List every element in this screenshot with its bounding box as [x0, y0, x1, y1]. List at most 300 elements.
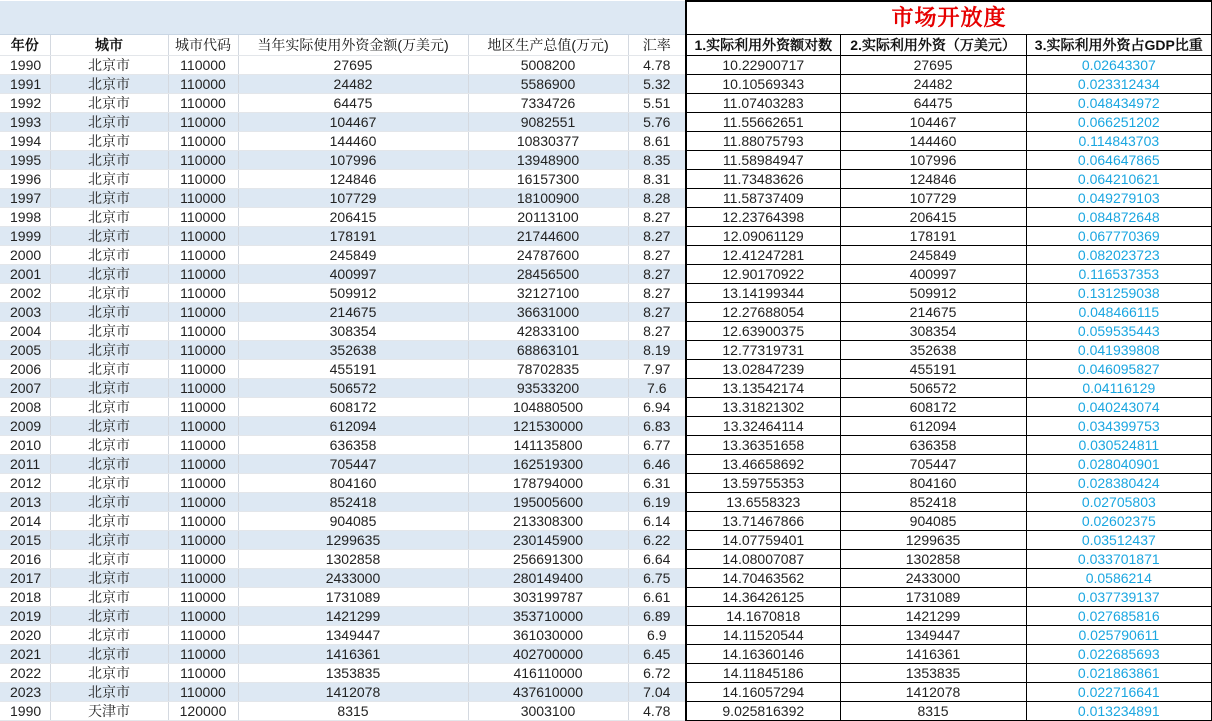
cell-gdp[interactable]: 213308300 [468, 512, 628, 531]
cell-city[interactable]: 北京市 [50, 151, 168, 170]
cell-fdi-usd[interactable]: 124846 [840, 170, 1026, 189]
cell-year[interactable]: 2015 [0, 531, 50, 550]
cell-fdi-amount[interactable]: 705447 [238, 455, 468, 474]
cell-year[interactable]: 1996 [0, 170, 50, 189]
cell-fdi-amount[interactable]: 27695 [238, 56, 468, 75]
cell-fdi-usd[interactable]: 1349447 [840, 626, 1026, 645]
cell-year[interactable]: 2008 [0, 398, 50, 417]
cell-exchange-rate[interactable]: 6.94 [628, 398, 686, 417]
cell-fdi-gdp-ratio[interactable]: 0.02643307 [1026, 56, 1212, 75]
cell-fdi-usd[interactable]: 852418 [840, 493, 1026, 512]
cell-fdi-usd[interactable]: 1412078 [840, 683, 1026, 702]
cell-gdp[interactable]: 121530000 [468, 417, 628, 436]
cell-fdi-amount[interactable]: 107729 [238, 189, 468, 208]
cell-exchange-rate[interactable]: 4.78 [628, 702, 686, 721]
cell-fdi-amount[interactable]: 804160 [238, 474, 468, 493]
cell-fdi-usd[interactable]: 455191 [840, 360, 1026, 379]
cell-exchange-rate[interactable]: 8.19 [628, 341, 686, 360]
cell-year[interactable]: 1993 [0, 113, 50, 132]
cell-fdi-amount[interactable]: 64475 [238, 94, 468, 113]
cell-gdp[interactable]: 280149400 [468, 569, 628, 588]
cell-year[interactable]: 2002 [0, 284, 50, 303]
cell-city[interactable]: 北京市 [50, 474, 168, 493]
cell-exchange-rate[interactable]: 6.72 [628, 664, 686, 683]
cell-fdi-amount[interactable]: 178191 [238, 227, 468, 246]
cell-gdp[interactable]: 20113100 [468, 208, 628, 227]
cell-fdi-log[interactable]: 14.07759401 [686, 531, 840, 550]
header-city-code[interactable]: 城市代码 [168, 35, 238, 56]
cell-fdi-log[interactable]: 9.025816392 [686, 702, 840, 721]
cell-fdi-amount[interactable]: 124846 [238, 170, 468, 189]
cell-fdi-gdp-ratio[interactable]: 0.082023723 [1026, 246, 1212, 265]
cell-fdi-usd[interactable]: 612094 [840, 417, 1026, 436]
cell-gdp[interactable]: 5586900 [468, 75, 628, 94]
cell-gdp[interactable]: 9082551 [468, 113, 628, 132]
cell-city-code[interactable]: 110000 [168, 436, 238, 455]
cell-city-code[interactable]: 110000 [168, 265, 238, 284]
cell-gdp[interactable]: 24787600 [468, 246, 628, 265]
cell-exchange-rate[interactable]: 6.45 [628, 645, 686, 664]
cell-gdp[interactable]: 178794000 [468, 474, 628, 493]
cell-fdi-log[interactable]: 13.46658692 [686, 455, 840, 474]
cell-gdp[interactable]: 16157300 [468, 170, 628, 189]
cell-gdp[interactable]: 361030000 [468, 626, 628, 645]
cell-fdi-usd[interactable]: 308354 [840, 322, 1026, 341]
cell-fdi-amount[interactable]: 852418 [238, 493, 468, 512]
cell-fdi-amount[interactable]: 612094 [238, 417, 468, 436]
cell-gdp[interactable]: 10830377 [468, 132, 628, 151]
cell-fdi-amount[interactable]: 1421299 [238, 607, 468, 626]
cell-year[interactable]: 1990 [0, 56, 50, 75]
cell-city-code[interactable]: 110000 [168, 398, 238, 417]
cell-fdi-gdp-ratio[interactable]: 0.022685693 [1026, 645, 1212, 664]
cell-fdi-gdp-ratio[interactable]: 0.04116129 [1026, 379, 1212, 398]
cell-exchange-rate[interactable]: 7.6 [628, 379, 686, 398]
cell-city-code[interactable]: 110000 [168, 227, 238, 246]
cell-fdi-log[interactable]: 14.16360146 [686, 645, 840, 664]
header-year[interactable]: 年份 [0, 35, 50, 56]
cell-fdi-amount[interactable]: 352638 [238, 341, 468, 360]
cell-exchange-rate[interactable]: 6.61 [628, 588, 686, 607]
cell-fdi-usd[interactable]: 2433000 [840, 569, 1026, 588]
cell-fdi-gdp-ratio[interactable]: 0.013234891 [1026, 702, 1212, 721]
cell-city[interactable]: 北京市 [50, 664, 168, 683]
cell-fdi-gdp-ratio[interactable]: 0.02705803 [1026, 493, 1212, 512]
cell-fdi-gdp-ratio[interactable]: 0.046095827 [1026, 360, 1212, 379]
cell-fdi-amount[interactable]: 506572 [238, 379, 468, 398]
cell-gdp[interactable]: 93533200 [468, 379, 628, 398]
cell-city-code[interactable]: 110000 [168, 246, 238, 265]
cell-city-code[interactable]: 110000 [168, 379, 238, 398]
cell-fdi-usd[interactable]: 107729 [840, 189, 1026, 208]
cell-fdi-usd[interactable]: 400997 [840, 265, 1026, 284]
cell-fdi-log[interactable]: 14.36426125 [686, 588, 840, 607]
cell-year[interactable]: 2005 [0, 341, 50, 360]
cell-city-code[interactable]: 110000 [168, 303, 238, 322]
cell-city-code[interactable]: 110000 [168, 569, 238, 588]
cell-year[interactable]: 1992 [0, 94, 50, 113]
cell-city-code[interactable]: 110000 [168, 417, 238, 436]
cell-city[interactable]: 北京市 [50, 379, 168, 398]
cell-fdi-gdp-ratio[interactable]: 0.041939808 [1026, 341, 1212, 360]
cell-city-code[interactable]: 110000 [168, 132, 238, 151]
cell-fdi-usd[interactable]: 1299635 [840, 531, 1026, 550]
cell-fdi-log[interactable]: 11.07403283 [686, 94, 840, 113]
cell-fdi-gdp-ratio[interactable]: 0.02602375 [1026, 512, 1212, 531]
cell-city[interactable]: 北京市 [50, 170, 168, 189]
cell-fdi-usd[interactable]: 8315 [840, 702, 1026, 721]
cell-year[interactable]: 2014 [0, 512, 50, 531]
cell-exchange-rate[interactable]: 8.27 [628, 246, 686, 265]
cell-exchange-rate[interactable]: 6.89 [628, 607, 686, 626]
cell-exchange-rate[interactable]: 6.46 [628, 455, 686, 474]
cell-fdi-usd[interactable]: 705447 [840, 455, 1026, 474]
cell-fdi-log[interactable]: 14.16057294 [686, 683, 840, 702]
cell-fdi-gdp-ratio[interactable]: 0.021863861 [1026, 664, 1212, 683]
cell-fdi-usd[interactable]: 904085 [840, 512, 1026, 531]
cell-city[interactable]: 北京市 [50, 645, 168, 664]
cell-city[interactable]: 北京市 [50, 341, 168, 360]
cell-fdi-amount[interactable]: 1353835 [238, 664, 468, 683]
cell-year[interactable]: 2012 [0, 474, 50, 493]
cell-fdi-usd[interactable]: 506572 [840, 379, 1026, 398]
cell-exchange-rate[interactable]: 5.51 [628, 94, 686, 113]
cell-fdi-log[interactable]: 13.71467866 [686, 512, 840, 531]
cell-fdi-log[interactable]: 12.77319731 [686, 341, 840, 360]
cell-gdp[interactable]: 437610000 [468, 683, 628, 702]
cell-fdi-gdp-ratio[interactable]: 0.049279103 [1026, 189, 1212, 208]
cell-city-code[interactable]: 110000 [168, 607, 238, 626]
cell-year[interactable]: 2007 [0, 379, 50, 398]
title-row-blank-cell[interactable] [0, 1, 686, 35]
cell-year[interactable]: 1994 [0, 132, 50, 151]
header-fdi-amount[interactable]: 当年实际使用外资金额(万美元) [238, 35, 468, 56]
cell-fdi-usd[interactable]: 352638 [840, 341, 1026, 360]
cell-exchange-rate[interactable]: 7.04 [628, 683, 686, 702]
cell-city-code[interactable]: 110000 [168, 170, 238, 189]
cell-fdi-amount[interactable]: 104467 [238, 113, 468, 132]
header-gdp[interactable]: 地区生产总值(万元) [468, 35, 628, 56]
cell-gdp[interactable]: 256691300 [468, 550, 628, 569]
cell-gdp[interactable]: 42833100 [468, 322, 628, 341]
cell-year[interactable]: 2000 [0, 246, 50, 265]
cell-exchange-rate[interactable]: 6.22 [628, 531, 686, 550]
cell-city[interactable]: 北京市 [50, 626, 168, 645]
cell-fdi-gdp-ratio[interactable]: 0.064210621 [1026, 170, 1212, 189]
cell-year[interactable]: 2013 [0, 493, 50, 512]
cell-fdi-gdp-ratio[interactable]: 0.084872648 [1026, 208, 1212, 227]
cell-fdi-log[interactable]: 14.11520544 [686, 626, 840, 645]
cell-fdi-amount[interactable]: 608172 [238, 398, 468, 417]
cell-exchange-rate[interactable]: 8.27 [628, 322, 686, 341]
cell-fdi-gdp-ratio[interactable]: 0.116537353 [1026, 265, 1212, 284]
cell-city-code[interactable]: 110000 [168, 56, 238, 75]
cell-city-code[interactable]: 110000 [168, 645, 238, 664]
cell-fdi-usd[interactable]: 1302858 [840, 550, 1026, 569]
cell-fdi-amount[interactable]: 24482 [238, 75, 468, 94]
cell-fdi-usd[interactable]: 1731089 [840, 588, 1026, 607]
cell-fdi-gdp-ratio[interactable]: 0.064647865 [1026, 151, 1212, 170]
cell-year[interactable]: 2018 [0, 588, 50, 607]
cell-fdi-log[interactable]: 13.31821302 [686, 398, 840, 417]
cell-city-code[interactable]: 110000 [168, 683, 238, 702]
cell-fdi-log[interactable]: 11.73483626 [686, 170, 840, 189]
cell-fdi-amount[interactable]: 636358 [238, 436, 468, 455]
cell-city[interactable]: 北京市 [50, 94, 168, 113]
cell-city[interactable]: 北京市 [50, 265, 168, 284]
cell-year[interactable]: 1998 [0, 208, 50, 227]
cell-fdi-log[interactable]: 11.55662651 [686, 113, 840, 132]
cell-fdi-amount[interactable]: 400997 [238, 265, 468, 284]
cell-year[interactable]: 2009 [0, 417, 50, 436]
cell-fdi-amount[interactable]: 206415 [238, 208, 468, 227]
cell-fdi-amount[interactable]: 1412078 [238, 683, 468, 702]
cell-city-code[interactable]: 110000 [168, 322, 238, 341]
cell-fdi-usd[interactable]: 636358 [840, 436, 1026, 455]
cell-fdi-log[interactable]: 11.88075793 [686, 132, 840, 151]
cell-year[interactable]: 1990 [0, 702, 50, 721]
cell-fdi-log[interactable]: 12.90170922 [686, 265, 840, 284]
cell-fdi-log[interactable]: 13.36351658 [686, 436, 840, 455]
cell-exchange-rate[interactable]: 7.97 [628, 360, 686, 379]
cell-exchange-rate[interactable]: 8.27 [628, 303, 686, 322]
cell-gdp[interactable]: 7334726 [468, 94, 628, 113]
cell-city-code[interactable]: 110000 [168, 360, 238, 379]
cell-city-code[interactable]: 110000 [168, 113, 238, 132]
cell-city[interactable]: 北京市 [50, 322, 168, 341]
cell-city-code[interactable]: 110000 [168, 550, 238, 569]
cell-gdp[interactable]: 32127100 [468, 284, 628, 303]
cell-city[interactable]: 北京市 [50, 417, 168, 436]
cell-fdi-amount[interactable]: 1416361 [238, 645, 468, 664]
cell-gdp[interactable]: 195005600 [468, 493, 628, 512]
cell-city-code[interactable]: 110000 [168, 189, 238, 208]
cell-fdi-log[interactable]: 14.08007087 [686, 550, 840, 569]
cell-year[interactable]: 2004 [0, 322, 50, 341]
cell-fdi-gdp-ratio[interactable]: 0.0586214 [1026, 569, 1212, 588]
cell-gdp[interactable]: 162519300 [468, 455, 628, 474]
cell-year[interactable]: 1997 [0, 189, 50, 208]
cell-city-code[interactable]: 110000 [168, 341, 238, 360]
cell-fdi-usd[interactable]: 1421299 [840, 607, 1026, 626]
cell-fdi-gdp-ratio[interactable]: 0.066251202 [1026, 113, 1212, 132]
cell-exchange-rate[interactable]: 4.78 [628, 56, 686, 75]
cell-fdi-gdp-ratio[interactable]: 0.114843703 [1026, 132, 1212, 151]
header-fdi-usd[interactable]: 2.实际利用外资（万美元） [840, 35, 1026, 56]
cell-fdi-amount[interactable]: 1299635 [238, 531, 468, 550]
cell-fdi-gdp-ratio[interactable]: 0.067770369 [1026, 227, 1212, 246]
cell-fdi-gdp-ratio[interactable]: 0.028380424 [1026, 474, 1212, 493]
cell-fdi-gdp-ratio[interactable]: 0.023312434 [1026, 75, 1212, 94]
cell-city[interactable]: 北京市 [50, 493, 168, 512]
cell-city[interactable]: 北京市 [50, 588, 168, 607]
cell-fdi-log[interactable]: 11.58737409 [686, 189, 840, 208]
cell-exchange-rate[interactable]: 6.31 [628, 474, 686, 493]
cell-fdi-log[interactable]: 14.11845186 [686, 664, 840, 683]
header-exchange-rate[interactable]: 汇率 [628, 35, 686, 56]
cell-city-code[interactable]: 110000 [168, 512, 238, 531]
cell-year[interactable]: 1999 [0, 227, 50, 246]
header-fdi-log[interactable]: 1.实际利用外资额对数 [686, 35, 840, 56]
cell-year[interactable]: 1991 [0, 75, 50, 94]
cell-exchange-rate[interactable]: 6.83 [628, 417, 686, 436]
cell-fdi-amount[interactable]: 904085 [238, 512, 468, 531]
cell-year[interactable]: 2006 [0, 360, 50, 379]
cell-city[interactable]: 北京市 [50, 284, 168, 303]
cell-fdi-log[interactable]: 13.32464114 [686, 417, 840, 436]
cell-exchange-rate[interactable]: 6.14 [628, 512, 686, 531]
cell-exchange-rate[interactable]: 6.77 [628, 436, 686, 455]
cell-city-code[interactable]: 110000 [168, 493, 238, 512]
cell-fdi-gdp-ratio[interactable]: 0.059535443 [1026, 322, 1212, 341]
cell-fdi-usd[interactable]: 104467 [840, 113, 1026, 132]
cell-fdi-usd[interactable]: 608172 [840, 398, 1026, 417]
cell-fdi-gdp-ratio[interactable]: 0.027685816 [1026, 607, 1212, 626]
cell-gdp[interactable]: 303199787 [468, 588, 628, 607]
cell-fdi-usd[interactable]: 206415 [840, 208, 1026, 227]
cell-city[interactable]: 北京市 [50, 360, 168, 379]
cell-fdi-gdp-ratio[interactable]: 0.048466115 [1026, 303, 1212, 322]
cell-gdp[interactable]: 5008200 [468, 56, 628, 75]
cell-fdi-amount[interactable]: 1302858 [238, 550, 468, 569]
cell-city[interactable]: 北京市 [50, 436, 168, 455]
cell-fdi-log[interactable]: 13.59755353 [686, 474, 840, 493]
cell-city-code[interactable]: 110000 [168, 531, 238, 550]
cell-fdi-log[interactable]: 12.09061129 [686, 227, 840, 246]
cell-fdi-log[interactable]: 12.27688054 [686, 303, 840, 322]
cell-fdi-log[interactable]: 10.10569343 [686, 75, 840, 94]
cell-fdi-amount[interactable]: 144460 [238, 132, 468, 151]
cell-city[interactable]: 北京市 [50, 531, 168, 550]
cell-city-code[interactable]: 120000 [168, 702, 238, 721]
cell-fdi-amount[interactable]: 2433000 [238, 569, 468, 588]
cell-fdi-amount[interactable]: 509912 [238, 284, 468, 303]
cell-fdi-usd[interactable]: 24482 [840, 75, 1026, 94]
cell-exchange-rate[interactable]: 8.27 [628, 227, 686, 246]
cell-fdi-gdp-ratio[interactable]: 0.022716641 [1026, 683, 1212, 702]
cell-fdi-usd[interactable]: 1416361 [840, 645, 1026, 664]
cell-fdi-amount[interactable]: 308354 [238, 322, 468, 341]
cell-year[interactable]: 2017 [0, 569, 50, 588]
cell-year[interactable]: 2023 [0, 683, 50, 702]
cell-gdp[interactable]: 402700000 [468, 645, 628, 664]
cell-gdp[interactable]: 68863101 [468, 341, 628, 360]
cell-exchange-rate[interactable]: 6.9 [628, 626, 686, 645]
cell-city[interactable]: 北京市 [50, 607, 168, 626]
cell-exchange-rate[interactable]: 6.19 [628, 493, 686, 512]
cell-exchange-rate[interactable]: 8.61 [628, 132, 686, 151]
cell-fdi-usd[interactable]: 245849 [840, 246, 1026, 265]
cell-year[interactable]: 2022 [0, 664, 50, 683]
cell-fdi-log[interactable]: 12.41247281 [686, 246, 840, 265]
cell-fdi-gdp-ratio[interactable]: 0.028040901 [1026, 455, 1212, 474]
cell-year[interactable]: 1995 [0, 151, 50, 170]
cell-fdi-log[interactable]: 13.13542174 [686, 379, 840, 398]
cell-fdi-gdp-ratio[interactable]: 0.033701871 [1026, 550, 1212, 569]
cell-city[interactable]: 北京市 [50, 303, 168, 322]
cell-fdi-usd[interactable]: 27695 [840, 56, 1026, 75]
cell-year[interactable]: 2003 [0, 303, 50, 322]
cell-fdi-log[interactable]: 14.1670818 [686, 607, 840, 626]
header-fdi-gdp-ratio[interactable]: 3.实际利用外资占GDP比重 [1026, 35, 1212, 56]
cell-city[interactable]: 北京市 [50, 189, 168, 208]
cell-gdp[interactable]: 36631000 [468, 303, 628, 322]
cell-fdi-amount[interactable]: 8315 [238, 702, 468, 721]
cell-gdp[interactable]: 78702835 [468, 360, 628, 379]
cell-city-code[interactable]: 110000 [168, 208, 238, 227]
cell-gdp[interactable]: 230145900 [468, 531, 628, 550]
cell-city[interactable]: 北京市 [50, 683, 168, 702]
cell-year[interactable]: 2019 [0, 607, 50, 626]
cell-year[interactable]: 2020 [0, 626, 50, 645]
cell-fdi-usd[interactable]: 509912 [840, 284, 1026, 303]
cell-fdi-amount[interactable]: 214675 [238, 303, 468, 322]
cell-city[interactable]: 北京市 [50, 455, 168, 474]
cell-city-code[interactable]: 110000 [168, 664, 238, 683]
cell-gdp[interactable]: 13948900 [468, 151, 628, 170]
cell-city-code[interactable]: 110000 [168, 626, 238, 645]
cell-fdi-usd[interactable]: 107996 [840, 151, 1026, 170]
cell-fdi-usd[interactable]: 1353835 [840, 664, 1026, 683]
cell-fdi-usd[interactable]: 804160 [840, 474, 1026, 493]
cell-fdi-log[interactable]: 13.14199344 [686, 284, 840, 303]
cell-year[interactable]: 2010 [0, 436, 50, 455]
cell-city[interactable]: 北京市 [50, 132, 168, 151]
cell-exchange-rate[interactable]: 8.28 [628, 189, 686, 208]
cell-city-code[interactable]: 110000 [168, 151, 238, 170]
cell-exchange-rate[interactable]: 8.27 [628, 265, 686, 284]
cell-exchange-rate[interactable]: 8.27 [628, 208, 686, 227]
cell-fdi-log[interactable]: 10.22900717 [686, 56, 840, 75]
cell-fdi-log[interactable]: 12.23764398 [686, 208, 840, 227]
cell-fdi-amount[interactable]: 455191 [238, 360, 468, 379]
cell-city[interactable]: 天津市 [50, 702, 168, 721]
cell-fdi-gdp-ratio[interactable]: 0.03512437 [1026, 531, 1212, 550]
market-openness-title[interactable]: 市场开放度 [686, 1, 1212, 35]
cell-city[interactable]: 北京市 [50, 208, 168, 227]
cell-fdi-amount[interactable]: 1349447 [238, 626, 468, 645]
cell-fdi-log[interactable]: 11.58984947 [686, 151, 840, 170]
cell-fdi-usd[interactable]: 214675 [840, 303, 1026, 322]
cell-city[interactable]: 北京市 [50, 56, 168, 75]
cell-fdi-log[interactable]: 12.63900375 [686, 322, 840, 341]
cell-fdi-gdp-ratio[interactable]: 0.025790611 [1026, 626, 1212, 645]
cell-city[interactable]: 北京市 [50, 569, 168, 588]
cell-fdi-amount[interactable]: 107996 [238, 151, 468, 170]
cell-fdi-usd[interactable]: 178191 [840, 227, 1026, 246]
cell-city[interactable]: 北京市 [50, 512, 168, 531]
cell-fdi-amount[interactable]: 1731089 [238, 588, 468, 607]
cell-fdi-gdp-ratio[interactable]: 0.131259038 [1026, 284, 1212, 303]
cell-city-code[interactable]: 110000 [168, 94, 238, 113]
cell-fdi-gdp-ratio[interactable]: 0.040243074 [1026, 398, 1212, 417]
cell-year[interactable]: 2011 [0, 455, 50, 474]
cell-gdp[interactable]: 104880500 [468, 398, 628, 417]
cell-exchange-rate[interactable]: 8.31 [628, 170, 686, 189]
cell-year[interactable]: 2001 [0, 265, 50, 284]
cell-exchange-rate[interactable]: 6.64 [628, 550, 686, 569]
cell-fdi-usd[interactable]: 64475 [840, 94, 1026, 113]
cell-fdi-gdp-ratio[interactable]: 0.048434972 [1026, 94, 1212, 113]
cell-exchange-rate[interactable]: 8.35 [628, 151, 686, 170]
cell-fdi-amount[interactable]: 245849 [238, 246, 468, 265]
cell-gdp[interactable]: 353710000 [468, 607, 628, 626]
cell-gdp[interactable]: 18100900 [468, 189, 628, 208]
cell-fdi-gdp-ratio[interactable]: 0.030524811 [1026, 436, 1212, 455]
cell-fdi-usd[interactable]: 144460 [840, 132, 1026, 151]
cell-fdi-gdp-ratio[interactable]: 0.034399753 [1026, 417, 1212, 436]
cell-exchange-rate[interactable]: 8.27 [628, 284, 686, 303]
